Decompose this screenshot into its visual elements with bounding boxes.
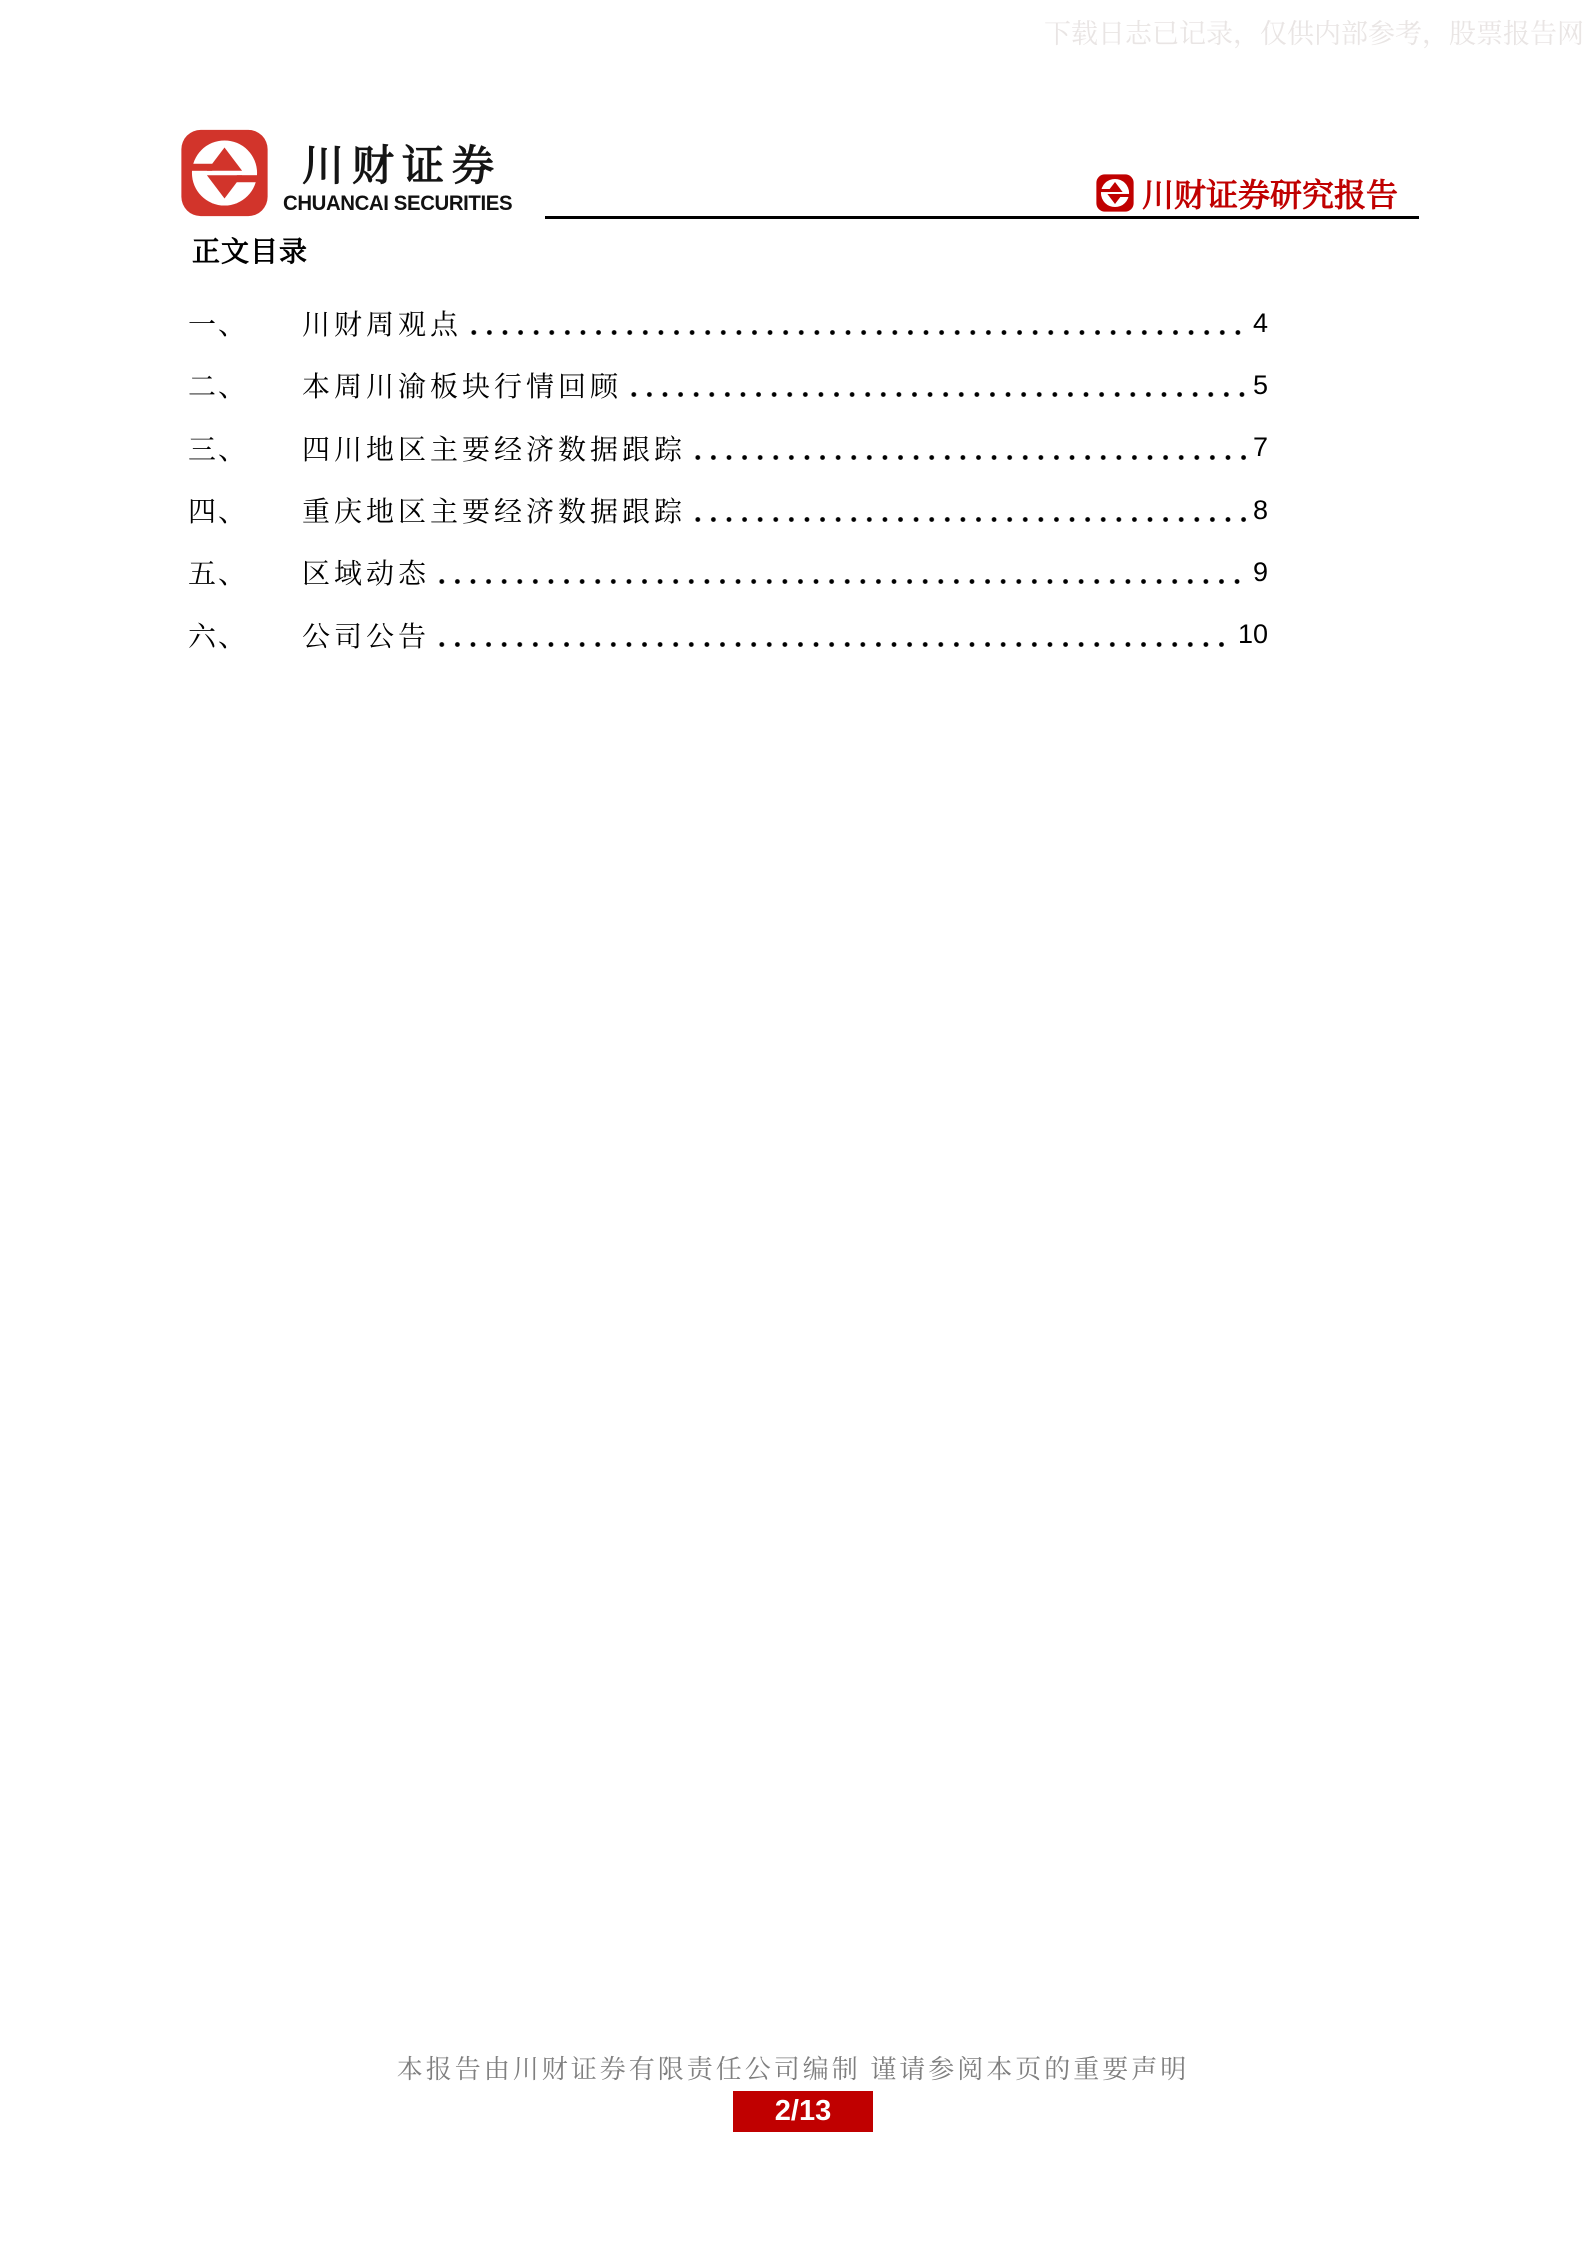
- toc-entry[interactable]: [188, 479, 1268, 541]
- page-number-badge: 2/13: [733, 2091, 873, 2132]
- toc-entry-title: 四川地区主要经济数据跟踪: [302, 434, 687, 466]
- toc-entry[interactable]: [188, 292, 1268, 354]
- toc-dot-leader: [688, 492, 1249, 528]
- toc-entry[interactable]: [188, 417, 1268, 479]
- toc-entry-title: 区域动态: [302, 559, 431, 591]
- toc-entry-page: 4: [1252, 307, 1268, 338]
- report-series-label: [1096, 170, 1398, 216]
- toc-dot-leader: [432, 617, 1234, 653]
- toc-entry-number: 六、: [188, 621, 249, 653]
- toc-entry[interactable]: [188, 603, 1268, 665]
- footer-disclaimer: 本报告由川财证券有限责任公司编制 谨请参阅本页的重要声明: [396, 2055, 1190, 2084]
- toc-dot-leader: [464, 305, 1249, 341]
- toc-entry[interactable]: [188, 354, 1268, 416]
- toc-entry-number: 一、: [188, 310, 249, 342]
- toc-entry-number: 四、: [188, 497, 249, 529]
- toc-entry-title: 公司公告: [302, 621, 431, 653]
- report-series-label-text: 川财证券研究报告: [1142, 177, 1399, 213]
- chuancai-logo-icon: [180, 129, 269, 217]
- toc-entry-page: 10: [1237, 619, 1268, 650]
- toc-dot-leader: [688, 430, 1249, 466]
- toc-dot-leader: [432, 554, 1249, 590]
- toc-entry[interactable]: [188, 541, 1268, 603]
- toc-heading: 正文目录: [192, 237, 309, 268]
- toc-list: [188, 292, 1268, 666]
- toc-entry-page: 7: [1252, 432, 1268, 463]
- toc-entry-number: 二、: [188, 372, 249, 404]
- brand-name-en: CHUANCAI SECURITIES: [283, 192, 513, 215]
- toc-dot-leader: [624, 367, 1249, 403]
- toc-entry-number: 三、: [188, 434, 249, 466]
- toc-entry-number: 五、: [188, 559, 249, 591]
- toc-entry-page: 8: [1252, 494, 1268, 525]
- toc-entry-title: 本周川渝板块行情回顾: [302, 372, 623, 404]
- toc-entry-page: 9: [1252, 556, 1268, 587]
- header-divider: [545, 216, 1419, 219]
- toc-entry-title: 川财周观点: [302, 310, 463, 342]
- chuancai-logo-small-icon: [1096, 174, 1134, 212]
- toc-entry-title: 重庆地区主要经济数据跟踪: [302, 497, 687, 529]
- watermark-text: 下载日志已记录，仅供内部参考，股票报告网: [1044, 19, 1584, 49]
- toc-entry-page: 5: [1252, 369, 1268, 400]
- brand-name-cn: 川财证券: [302, 142, 503, 189]
